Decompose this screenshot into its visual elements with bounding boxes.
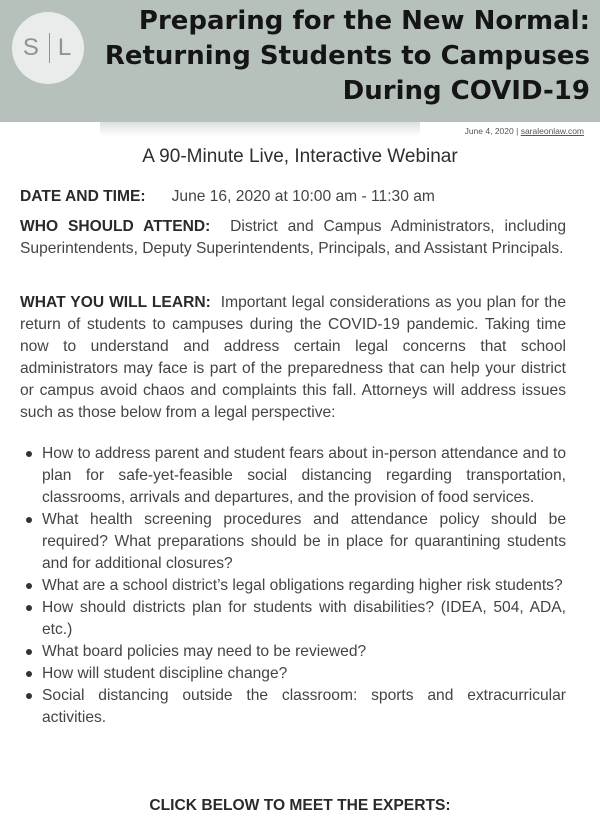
header-banner <box>0 0 600 122</box>
webinar-subtitle: A 90-Minute Live, Interactive Webinar <box>142 146 458 167</box>
date-time-value: June 16, 2020 at 10:00 am - 11:30 am <box>171 188 435 205</box>
title-line-1: Preparing for the New Normal: <box>138 6 590 36</box>
posted-date: June 4, 2020 | <box>464 126 519 136</box>
logo-initial-s: S <box>22 34 41 61</box>
date-time-row <box>20 186 566 208</box>
meet-experts-link[interactable]: CLICK BELOW TO MEET THE EXPERTS: <box>149 797 451 814</box>
who-label: WHO SHOULD ATTEND: <box>20 218 211 235</box>
brand-logo <box>12 12 84 84</box>
byline <box>465 126 584 136</box>
who-text: District and Campus Administrators, including Superintendents, Deputy Superintendents, Principals, and Assistant Principals. <box>20 218 566 257</box>
list-item: How will student discipline change? <box>42 663 566 685</box>
list-item: How should districts plan for students with disabilities? (IDEA, 504, ADA, etc.) <box>42 597 566 641</box>
page-title <box>90 4 590 109</box>
title-line-2: Returning Students to Campuses <box>104 41 590 71</box>
who-should-attend <box>20 216 566 260</box>
list-item: Social distancing outside the classroom: sports and extracurricular activities. <box>42 685 566 729</box>
list-item: What board policies may need to be reviewed? <box>42 641 566 663</box>
title-line-3: During COVID-19 <box>342 76 590 106</box>
learn-label: WHAT YOU WILL LEARN: <box>20 294 211 311</box>
list-item: What health screening procedures and attendance policy should be required? What preparations should be in place for quarantining students and for additional closures? <box>42 509 566 575</box>
list-item: How to address parent and student fears about in-person attendance and to plan for safe-yet-feasible social distancing regarding transportation, classrooms, arrivals and departures, and the provision of food services. <box>42 443 566 509</box>
logo-divider <box>49 33 50 63</box>
site-link[interactable]: saraleonlaw.com <box>520 126 584 136</box>
date-time-label: DATE AND TIME: <box>20 188 146 205</box>
banner-shadow <box>100 122 420 136</box>
list-item: What are a school district’s legal obligations regarding higher risk students? <box>42 575 566 597</box>
what-you-will-learn <box>20 292 566 424</box>
issues-list <box>42 443 566 729</box>
learn-text: Important legal considerations as you plan for the return of students to campuses during the COVID-19 pandemic. Taking time now to understand and address certain legal concerns that school administrators may face is part of the preparedness that can help your district or campus avoid chaos and complaints this fall. Attorneys will address issues such as those below from a legal perspective: <box>20 294 566 421</box>
logo-initial-l: L <box>57 34 74 61</box>
